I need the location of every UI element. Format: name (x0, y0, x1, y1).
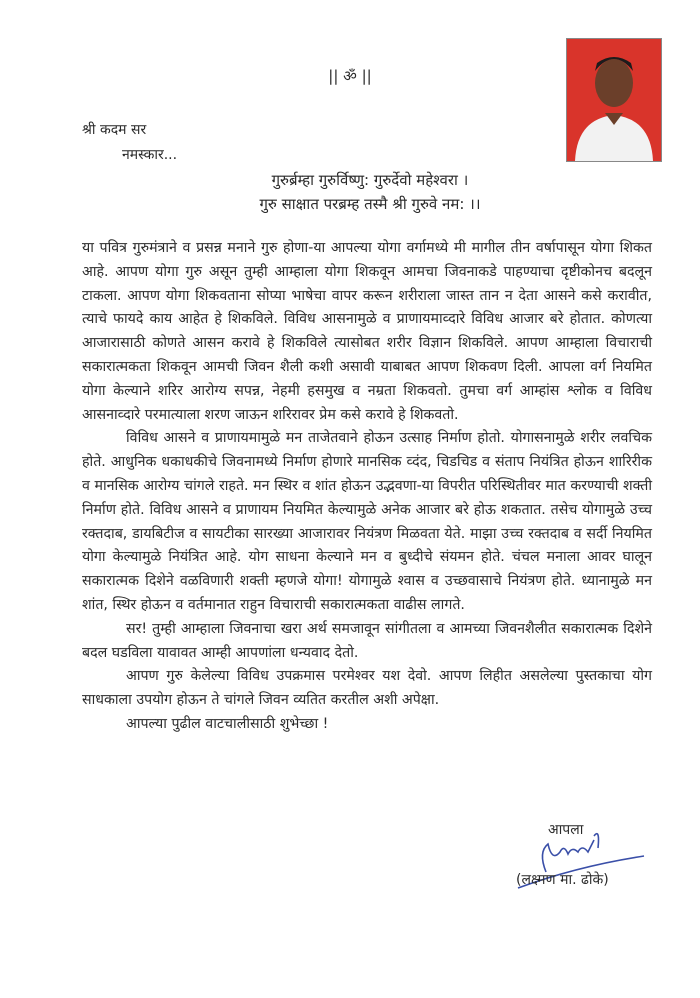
closing-yours: आपला (548, 822, 584, 838)
closing-name: (लक्ष्मण मा. ढोके) (516, 872, 609, 888)
shloka-line-1: गुरुर्ब्रम्हा गुरुर्विष्णु: गुरुर्देवो महेश्वरा । (271, 171, 469, 189)
letter-body (82, 237, 652, 737)
sender-photo (566, 38, 662, 162)
paragraph-3: सर! तुम्ही आम्हाला जिवनाचा खरा अर्थ समजावून सांगीतला व आमच्या जिवनशैलीत सकारात्मक दिशेने बदल घडविला यावावत आम्ही आपणांला धन्यवाद देतो. (82, 620, 652, 661)
paragraph-5: आपल्या पुढील वाटचालीसाठी शुभेच्छा ! (126, 715, 329, 732)
portrait-image (567, 39, 661, 161)
salutation: नमस्कार... (122, 147, 178, 163)
shloka-line-2: गुरु साक्षात परब्रम्ह तस्मै श्री गुरुवे नम: ।। (259, 195, 481, 213)
paragraph-1: या पवित्र गुरुमंत्राने व प्रसन्न मनाने गुरु होणा-या आपल्या योगा वर्गामध्ये मी मागील तीन वर्षापासून योगा शिकत आहे. आपण योगा गुरु असून तुम्ही आम्हाला योगा शिकवून आमचा जिवनाकडे पाहण्याचा दृष्टीकोनच बदलून टाकला. आपण योगा शिकवताना सोप्या भाषेचा वापर करून शरीराला जास्त तान न देता आसने कसे करावीत, त्याचे फायदे काय आहेत हे शिकविले. विविध आसनामुळे व प्राणायमाव्दारे विविध आजार बरे होतात. कोणत्या आजारासाठी कोणते आसन करावे हे शिकविले त्यासोबत शरीर विज्ञान शिकविले. आपण आम्हाला विचाराची सकारात्मकता शिकवून आमची जिवन शैली कशी असावी याबाबत आपण शिकवण दिली. आपला वर्ग नियमित योगा केल्याने शरिर आरोग्य सपन्न, नेहमी हसमुख व नम्रता शिकवतो. तुमचा वर्ग आम्हांस श्लोक व विविध आसनाव्दारे परमात्याला शरण जाऊन शरिरावर प्रेम कसे करावे हे शिकवतो. (82, 240, 652, 423)
paragraph-2: विविध आसने व प्राणायमामुळे मन ताजेतवाने होऊन उत्साह निर्माण होतो. योगासनामुळे शरीर लवचिक होते. आधुनिक धकाधकीचे जिवनामध्ये निर्माण होणारे मानसिक व्दंद, चिडचिड व संताप नियंत्रित होऊन शारिरीक व मानसिक आरोग्य चांगले राहते. मन स्थिर व शांत होऊन उद्भवणा-या विपरीत परिस्थितीवर मात करण्याची शक्ती निर्माण होते. विविध आसने व प्राणायम नियमित केल्यामुळे अनेक आजार बरे होऊ शकतात. तसेच योगामुळे उच्च रक्तदाब, डायबिटीज व सायटीका सारख्या आजारावर नियंत्रण मिळवता येते. माझा उच्च रक्तदाब व सर्दी नियमित योगा केल्यामुळे नियंत्रित आहे. योग साधना केल्याने मन व बुध्दीचे संयमन होते. चंचल मनाला आवर घालून सकारात्मक दिशेने वळविणारी शक्ती म्हणजे योगा! योगामुळे श्वास व उच्छवासाचे नियंत्रण होते. ध्यानामुळे मन शांत, स्थिर होऊन व वर्तमानात राहुन विचाराची सकारात्मकता वाढीस लागते. (82, 430, 652, 613)
om-header: || ॐ || (328, 67, 372, 85)
paragraph-4: आपण गुरु केलेल्या विविध उपक्रमास परमेश्वर यश देवो. आपण लिहीत असलेल्या पुस्तकाचा योग साधकाला उपयोग होऊन ते चांगले जिवन व्यतित करतील अशी अपेक्षा. (82, 668, 652, 709)
addressee: श्री कदम सर (82, 122, 147, 138)
